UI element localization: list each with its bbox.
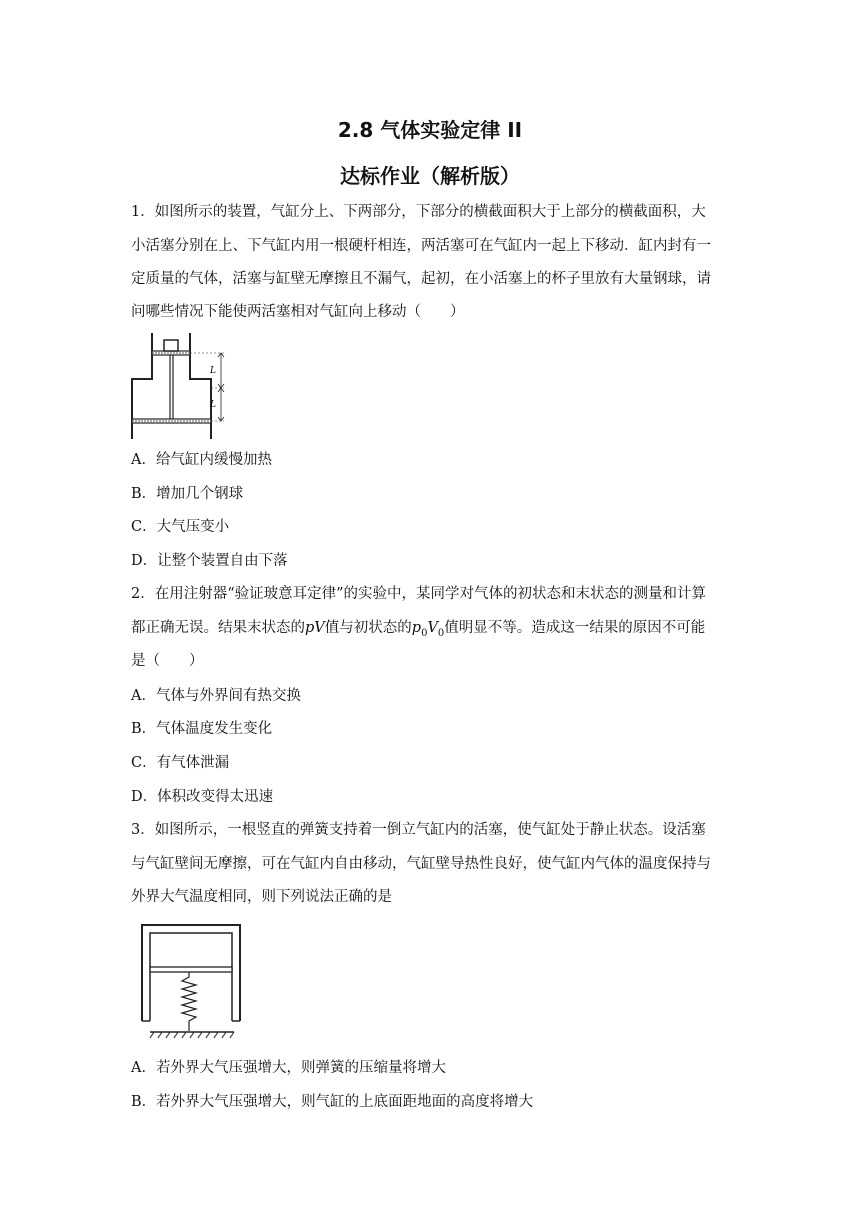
- q2-line-1: 2．在用注射器“验证玻意耳定律”的实验中，某同学对气体的初状态和末状态的测量和计算: [131, 586, 707, 602]
- q1-figure-label-l2: L: [210, 400, 216, 410]
- q1-option-c: C．大气压变小: [131, 519, 230, 535]
- q1-line-4: 问哪些情况下能使两活塞相对气缸向上移动（ ）: [131, 304, 465, 320]
- q3-line-1: 3．如图所示，一根竖直的弹簧支持着一倒立气缸内的活塞，使气缸处于静止状态。设活塞: [131, 822, 706, 838]
- q2-line-2-part-3: 值明显不等。造成这一结果的原因不可能: [444, 620, 706, 636]
- q2-v0-subscript: 0: [437, 627, 445, 639]
- q2-option-b: B．气体温度发生变化: [131, 721, 273, 737]
- q2-line-2-part-2: 值与初状态的: [324, 620, 412, 636]
- q1-figure-label-l1: L: [210, 366, 216, 376]
- page-subtitle: 达标作业（解析版）: [340, 164, 520, 188]
- q2-line-2-part-1: 都正确无误。结果末状态的: [131, 620, 305, 636]
- q2-option-d: D．体积改变得太迅速: [131, 789, 274, 805]
- q2-v0-symbol: V: [427, 620, 438, 636]
- q3-option-b: B．若外界大气压强增大，则气缸的上底面距地面的高度将增大: [131, 1094, 534, 1110]
- q1-option-d: D．让整个装置自由下落: [131, 553, 288, 569]
- q2-option-a: A．气体与外界间有热交换: [131, 688, 301, 704]
- q2-line-3: 是（ ）: [131, 653, 204, 669]
- q2-pv-symbol: pV: [305, 620, 325, 636]
- q2-p0-symbol: p: [411, 620, 422, 636]
- q1-option-a: A．给气缸内缓慢加热: [131, 452, 272, 468]
- q2-line-2: [131, 617, 741, 645]
- q3-spring-cylinder-figure: [138, 921, 246, 1043]
- q3-line-2: 与气缸壁间无摩擦，可在气缸内自由移动，气缸壁导热性良好，使气缸内气体的温度保持与: [131, 856, 711, 872]
- q3-option-a: A．若外界大气压强增大，则弹簧的压缩量将增大: [131, 1060, 446, 1076]
- q1-line-2: 小活塞分别在上、下气缸内用一根硬杆相连，两活塞可在气缸内一起上下移动．缸内封有一: [131, 238, 711, 254]
- page-title: 2.8 气体实验定律 II: [337, 118, 523, 142]
- q1-line-1: 1．如图所示的装置，气缸分上、下两部分，下部分的横截面积大于上部分的横截面积，大: [131, 204, 706, 220]
- q3-line-3: 外界大气温度相同，则下列说法正确的是: [131, 889, 392, 905]
- q1-option-b: B．增加几个钢球: [131, 486, 244, 502]
- q2-p0-subscript: 0: [421, 627, 428, 639]
- q2-option-c: C．有气体泄漏: [131, 755, 230, 771]
- q1-cylinder-figure: [128, 333, 236, 439]
- q1-line-3: 定质量的气体，活塞与缸壁无摩擦且不漏气，起初，在小活塞上的杯子里放有大量钢球，请: [131, 271, 711, 287]
